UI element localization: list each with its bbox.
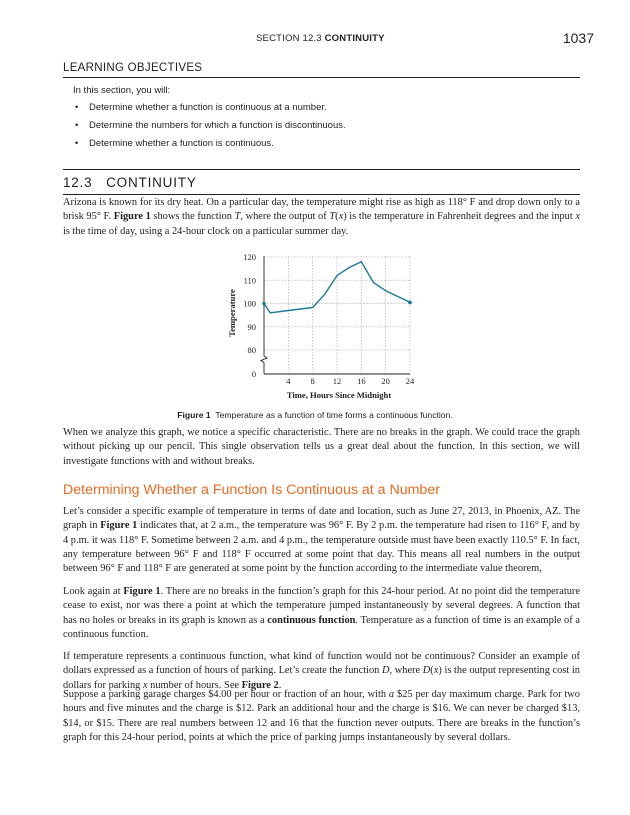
learning-objectives-intro: In this section, you will:	[73, 85, 171, 96]
italic-run: T	[234, 211, 241, 223]
section-heading: 12.3 CONTINUITY	[63, 169, 580, 195]
text-run: ) is the output representing cost in dollars for parking	[63, 665, 580, 691]
text-run: is the time of day, using a 24-hour clock on a particular summer day.	[63, 225, 349, 237]
y-axis-title: Temperature	[227, 289, 237, 337]
axis-break-icon	[261, 356, 267, 364]
italic-run: D	[382, 665, 390, 677]
paragraph-example	[63, 505, 580, 576]
section-label	[256, 33, 385, 44]
subsection-heading: Determining Whether a Function Is Continuous at a Number	[63, 482, 440, 498]
end-point	[408, 301, 412, 305]
paragraph-look-again	[63, 585, 580, 642]
y-tick-label: 90	[247, 321, 256, 332]
section-title: CONTINUITY	[324, 33, 385, 44]
figure-caption	[0, 410, 630, 420]
paragraph-after-figure: When we analyze this graph, we notice a specific characteristic. There are no breaks in the graph. We could trace the graph without picking up our pencil. This single observation tells us a great deal about the function. In this section, we will investigate functions with and without breaks.	[63, 427, 580, 467]
objective-item	[75, 102, 580, 113]
italic-run: a	[388, 689, 395, 700]
y-tick-label: 0	[251, 369, 256, 379]
text-run: Arizona is known for its dry heat. On a particular day, the temperature might rise as high as 118° F and drop down only to a brisk 95° F.	[63, 197, 580, 223]
italic-run: x	[142, 679, 148, 691]
learning-objectives-box	[63, 62, 580, 156]
section-prefix: SECTION 12.3	[256, 33, 322, 44]
learning-objectives-list	[63, 102, 580, 149]
text-run: indicates that, at 2 a.m., the temperature was 96° F. By 2 p.m. the temperature had risen to 116° F, and by 4 p.m. it was 118° F. Sometime between 2 a.m. and 4 p.m., the temperature outside must have been exactly 110.5° F. In fact, any temperature between 96° F and 118° F occurred at some point that day. This means all real numbers in the output between 96° F and 118° F are generated at some point by the function according to the intermediate value theorem,	[63, 520, 580, 575]
italic-run: D	[422, 665, 431, 677]
italic-run: x	[433, 665, 439, 677]
bullet-icon: •	[75, 120, 79, 131]
text-run: $25 per day maximum charge. Park for two hours and five minutes and the charge is $12. Park an additional hour and the charge is $16. We can never be charged $13, $14, or $15. There are real numbers between 12 and 16 that the function never outputs. There are breaks in the function’s graph for this 24-hour period, points at which the price of parking jumps instantaneously by several dollars.	[63, 689, 580, 743]
bold-run: Figure 2	[241, 679, 279, 691]
objective-text: Determine whether a function is continuous.	[89, 138, 274, 149]
bold-run: Figure 1	[123, 586, 161, 597]
italic-run: x	[338, 211, 344, 223]
bold-run: Figure 1	[100, 520, 138, 532]
text-run: Let’s consider a specific example of temperature in terms of date and location, such as June 27, 2013, in Phoenix, AZ. The graph in	[63, 506, 580, 532]
figure-caption-text: Temperature as a function of time forms a continuous function.	[210, 410, 453, 420]
x-tick-label: 8	[310, 376, 315, 386]
start-point	[262, 302, 266, 306]
bold-run: Figure 1	[113, 211, 151, 223]
text-run: , where the output of	[240, 211, 330, 223]
text-run: , where	[389, 665, 423, 677]
text-run: ) is the temperature in Fahrenheit degrees and the input	[343, 211, 576, 223]
learning-objectives-title: LEARNING OBJECTIVES	[63, 62, 580, 78]
x-tick-label: 24	[405, 376, 415, 386]
page-number: 1037	[562, 30, 594, 46]
objective-text: Determine the numbers for which a function is discontinuous.	[89, 120, 346, 131]
text-run: Suppose a parking garage charges $4.00 per hour or fraction of an hour, with	[63, 689, 389, 700]
y-tick-label: 100	[243, 298, 256, 309]
text-run: Look again at	[63, 586, 124, 597]
objective-item	[75, 120, 580, 131]
text-run: shows the function	[150, 211, 235, 223]
italic-run: x	[575, 211, 580, 223]
text-run: If temperature represents a continuous function, what kind of function would not be continuous? Consider an example of dollars expressed as a function of hours of parking. Let’s create the function	[63, 651, 580, 677]
y-tick-label: 120	[243, 252, 256, 262]
x-tick-label: 4	[286, 376, 291, 386]
y-tick-label: 80	[247, 345, 256, 355]
x-axis-title: Time, Hours Since Midnight	[286, 390, 392, 400]
italic-run: T	[329, 211, 336, 223]
running-head	[0, 30, 630, 46]
text-run: number of hours. See	[147, 679, 242, 691]
temperature-chart-svg	[222, 248, 422, 406]
text-run: (	[430, 665, 434, 677]
objective-item	[75, 138, 580, 149]
y-tick-label: 110	[243, 275, 256, 286]
x-tick-label: 16	[357, 376, 366, 386]
paragraph-parking	[63, 650, 580, 693]
figure-caption-label: Figure 1	[177, 410, 211, 420]
objective-text: Determine whether a function is continuous at a number.	[89, 102, 327, 113]
x-tick-label: 20	[381, 376, 390, 386]
x-tick-label: 12	[332, 376, 342, 386]
text-run: . There are no breaks in the function’s graph for this 24-hour period. At no point did the temperature cease to exist, nor was there a point at which the temperature jumped instantaneously by several degrees. A function that has no holes or breaks in its graph is known as a	[63, 586, 580, 626]
text-run: (	[335, 211, 339, 223]
bullet-icon: •	[75, 138, 79, 149]
text-run: . Temperature as a function of time is an example of a continuous function.	[63, 614, 580, 640]
text-run: .	[278, 679, 282, 691]
temperature-chart	[222, 248, 422, 406]
bold-run: continuous function	[267, 614, 356, 626]
paragraph-garage	[63, 688, 580, 745]
intro-paragraph	[63, 196, 580, 239]
bullet-icon: •	[75, 102, 79, 113]
